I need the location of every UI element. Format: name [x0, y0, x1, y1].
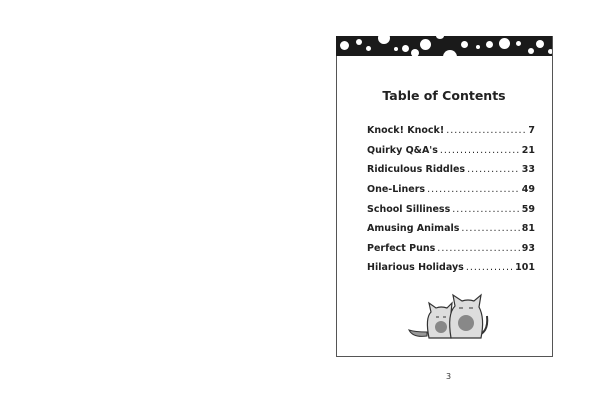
toc-entry: [367, 121, 535, 141]
entry-page: 7: [528, 125, 535, 137]
entry-label: Knock! Knock!: [367, 125, 445, 137]
entry-page: 49: [521, 184, 535, 196]
leader-dots: [467, 164, 520, 175]
entry-page: 93: [521, 242, 535, 254]
entry-label: One-Liners: [367, 184, 426, 196]
entry-label: Quirky Q&A's: [367, 144, 438, 156]
entry-page: 81: [521, 223, 535, 235]
page-title: Table of Contents: [382, 88, 506, 103]
toc-entry: [367, 199, 535, 219]
entry-page: 59: [521, 203, 535, 215]
toc-entry: [367, 180, 535, 200]
page-number: 3: [446, 372, 452, 381]
entry-label: Perfect Puns: [367, 242, 436, 254]
leader-dots: [452, 204, 520, 215]
leader-dots: [446, 125, 526, 136]
toc-entry: [367, 219, 535, 239]
entry-label: Hilarious Holidays: [367, 262, 464, 274]
toc-entry: [367, 141, 535, 161]
entry-page: 21: [521, 144, 535, 156]
leader-dots: [427, 184, 520, 195]
entry-page: 33: [521, 164, 535, 176]
leader-dots: [437, 243, 519, 254]
toc-entry: [367, 239, 535, 259]
toc-entry: [367, 160, 535, 180]
two-cats-illustration: [405, 290, 495, 342]
leader-dots: [461, 223, 519, 234]
entry-label: School Silliness: [367, 203, 451, 215]
entry-page: 101: [515, 262, 535, 274]
table-of-contents: [367, 121, 535, 278]
entry-label: Ridiculous Riddles: [367, 164, 466, 176]
polka-dot-header-band: [336, 36, 552, 56]
leader-dots: [440, 145, 520, 156]
leader-dots: [466, 262, 513, 273]
entry-label: Amusing Animals: [367, 223, 460, 235]
toc-entry: [367, 258, 535, 278]
